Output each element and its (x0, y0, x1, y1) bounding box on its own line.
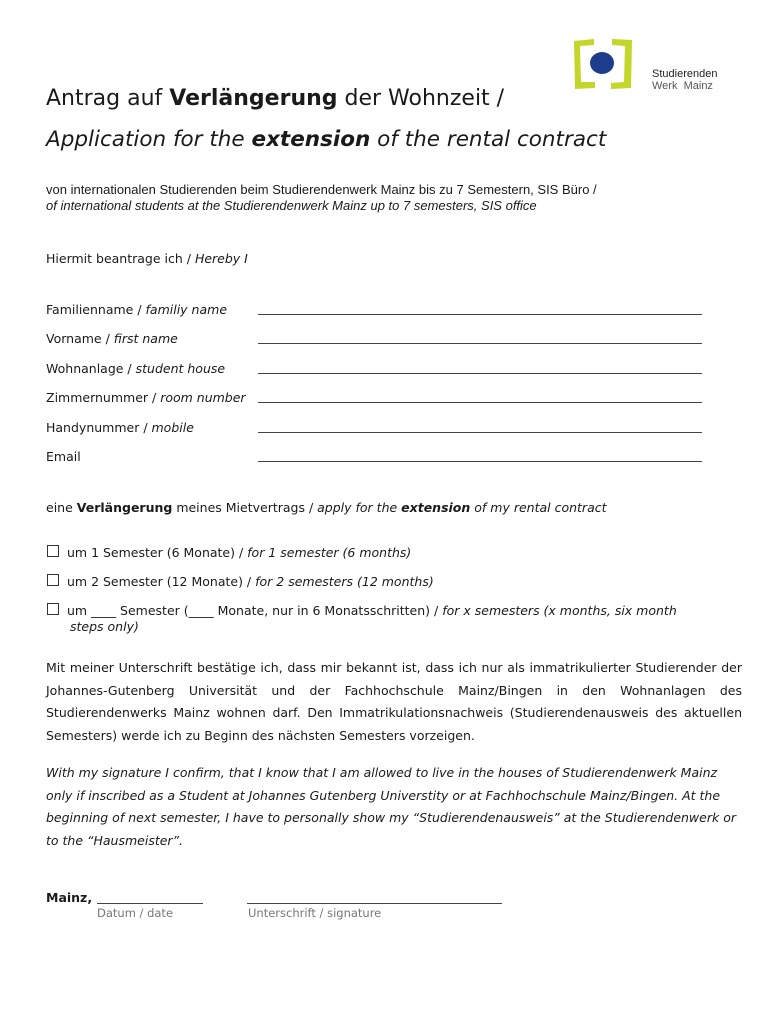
option-x-semesters-label: um ____ Semester (____ Monate, nur in 6 Monatsschritten) / for x semesters (x months, six month (67, 603, 677, 618)
label-room-number: Zimmernummer / room number (46, 390, 246, 405)
date-field[interactable] (97, 903, 203, 904)
label-family-name: Familienname / familiy name (46, 302, 228, 317)
title-german: Antrag auf Verlängerung der Wohnzeit / (46, 86, 505, 111)
mobile-field[interactable] (258, 432, 702, 433)
family-name-field[interactable] (258, 314, 702, 315)
option-1-semester-label: um 1 Semester (6 Monate) / for 1 semester (6 months) (67, 545, 412, 560)
request-line: eine Verlängerung meines Mietvertrags / apply for the extension of my rental contract (46, 500, 607, 515)
label-mobile: Handynummer / mobile (46, 420, 194, 435)
label-email: Email (46, 449, 81, 464)
logo-wordmark (652, 68, 717, 92)
confirmation-paragraph-german: Mit meiner Unterschrift bestätige ich, dass mir bekannt ist, dass ich nur als immatrikulierter Studierender der Johannes-Gutenberg Universität und der Fachhochschule Mainz/Bingen in den Wohnanlagen des Studierendenwerks Mainz wohnen darf. Den Immatrikulationsnachweis (Studierendenausweis des aktuellen Semesters) werde ich zu Beginn des nächsten Semesters vorzeigen. (46, 660, 742, 743)
email-field[interactable] (258, 461, 702, 462)
confirmation-paragraph-english: With my signature I confirm, that I know that I am allowed to live in the houses of Studierendenwerk Mainz only if inscribed as a Student at Johannes Gutenberg Universtity or at Fachhochschule Mainz/Bingen. At the beginning of next semester, I have to personally show my “Studierendenausweis” at the Studierendenwerk or to the “Hausmeister”. (46, 765, 736, 848)
first-name-field[interactable] (258, 343, 702, 344)
label-first-name: Vorname / first name (46, 331, 178, 346)
signature-caption: Unterschrift / signature (248, 906, 382, 920)
subtitle-english: of international students at the Studierendenwerk Mainz up to 7 semesters, SIS office (46, 198, 537, 213)
date-caption: Datum / date (97, 906, 174, 920)
option-2-semesters-label: um 2 Semester (12 Monate) / for 2 semesters (12 months) (67, 574, 434, 589)
student-house-field[interactable] (258, 373, 702, 374)
place-label: Mainz, (46, 890, 93, 905)
label-student-house: Wohnanlage / student house (46, 361, 226, 376)
subtitle-german: von internationalen Studierenden beim Studierendenwerk Mainz bis zu 7 Semestern, SIS Büro / (46, 182, 597, 197)
title-english: Application for the extension of the rental contract (46, 127, 607, 152)
option-1-semester-checkbox[interactable] (47, 545, 59, 557)
logo-line-1: Studierenden (652, 68, 718, 80)
studierendenwerk-logo (572, 38, 634, 90)
option-2-semesters-checkbox[interactable] (47, 574, 59, 586)
logo-line-2: Werk Mainz (652, 80, 713, 92)
hereby-line: Hiermit beantrage ich / Hereby I (46, 251, 248, 266)
room-number-field[interactable] (258, 402, 702, 403)
signature-field[interactable] (247, 903, 502, 904)
option-x-semesters-label-cont: steps only) (70, 619, 139, 634)
option-x-semesters-checkbox[interactable] (47, 603, 59, 615)
